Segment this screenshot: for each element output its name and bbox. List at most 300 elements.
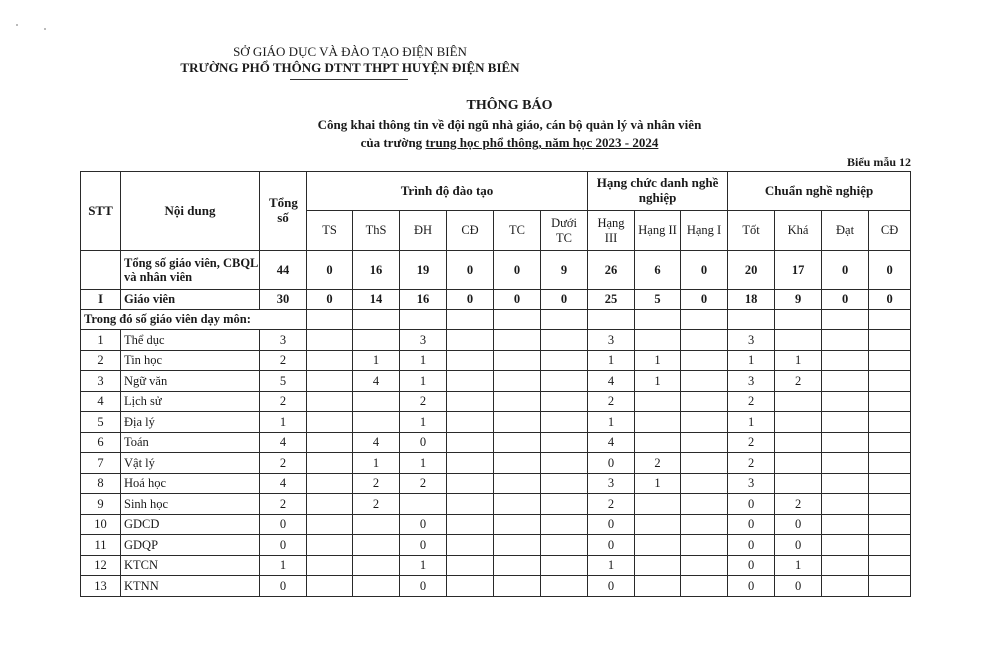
cell-value <box>353 330 400 351</box>
cell-value: 1 <box>635 473 681 494</box>
cell-stt: 9 <box>81 494 121 515</box>
cell-value: 9 <box>541 251 588 290</box>
cell-value <box>869 371 911 392</box>
cell-stt: 2 <box>81 350 121 371</box>
cell-stt: 7 <box>81 453 121 474</box>
cell-value: 0 <box>400 535 447 556</box>
cell-value: 2 <box>588 494 635 515</box>
cell-value <box>541 391 588 412</box>
cell-value: 6 <box>635 251 681 290</box>
subject-row <box>81 555 911 576</box>
cell-value: 9 <box>775 290 822 310</box>
cell-value <box>494 453 541 474</box>
cell-value <box>635 555 681 576</box>
cell-value <box>822 391 869 412</box>
cell-total: 2 <box>260 391 307 412</box>
cell-total: 44 <box>260 251 307 290</box>
cell-value <box>635 391 681 412</box>
scan-speck <box>16 24 18 26</box>
cell-value <box>681 576 728 597</box>
cell-value <box>541 514 588 535</box>
cell-value <box>447 371 494 392</box>
cell-empty <box>588 310 635 330</box>
cell-stt: 8 <box>81 473 121 494</box>
cell-value <box>822 371 869 392</box>
cell-value <box>822 514 869 535</box>
cell-value: 1 <box>588 412 635 433</box>
cell-value <box>775 391 822 412</box>
header-standard-3: CĐ <box>869 211 911 251</box>
cell-value: 16 <box>400 290 447 310</box>
cell-total: 2 <box>260 453 307 474</box>
cell-value: 2 <box>728 432 775 453</box>
cell-value <box>447 535 494 556</box>
subject-row <box>81 576 911 597</box>
cell-stt <box>81 251 121 290</box>
cell-value: 16 <box>353 251 400 290</box>
header-training-2: ĐH <box>400 211 447 251</box>
cell-total: 2 <box>260 494 307 515</box>
cell-value <box>822 330 869 351</box>
cell-value <box>494 330 541 351</box>
scan-speck <box>44 28 46 30</box>
cell-value <box>307 473 353 494</box>
cell-total: 1 <box>260 412 307 433</box>
cell-value: 0 <box>681 251 728 290</box>
cell-value <box>822 576 869 597</box>
cell-value <box>541 473 588 494</box>
cell-value <box>447 494 494 515</box>
cell-content: Thể dục <box>121 330 260 351</box>
cell-value: 4 <box>353 371 400 392</box>
cell-value: 1 <box>775 555 822 576</box>
cell-value <box>869 350 911 371</box>
header-standard-2: Đạt <box>822 211 869 251</box>
cell-value: 0 <box>822 251 869 290</box>
cell-stt: 12 <box>81 555 121 576</box>
header-training-3: CĐ <box>447 211 494 251</box>
cell-empty <box>822 310 869 330</box>
subject-row <box>81 350 911 371</box>
header-rank-1: Hạng II <box>635 211 681 251</box>
cell-value <box>775 330 822 351</box>
cell-total: 30 <box>260 290 307 310</box>
cell-content: Lịch sử <box>121 391 260 412</box>
cell-value: 0 <box>728 514 775 535</box>
cell-value <box>494 371 541 392</box>
staff-table <box>80 171 911 597</box>
subtitle-underlined: trung học phổ thông, năm học 2023 - 2024 <box>425 135 659 150</box>
cell-value <box>869 576 911 597</box>
cell-value: 2 <box>728 391 775 412</box>
cell-value <box>353 535 400 556</box>
cell-content: Giáo viên <box>121 290 260 310</box>
subject-row <box>81 473 911 494</box>
cell-value <box>775 473 822 494</box>
cell-value: 4 <box>353 432 400 453</box>
cell-value <box>447 412 494 433</box>
cell-value: 0 <box>588 453 635 474</box>
cell-value <box>775 432 822 453</box>
cell-value: 0 <box>588 535 635 556</box>
cell-value <box>447 350 494 371</box>
cell-value <box>681 350 728 371</box>
cell-stt: 1 <box>81 330 121 351</box>
cell-empty <box>400 310 447 330</box>
cell-value: 0 <box>494 290 541 310</box>
cell-total: 0 <box>260 535 307 556</box>
cell-value <box>869 412 911 433</box>
header-training-0: TS <box>307 211 353 251</box>
cell-value <box>307 555 353 576</box>
cell-value <box>822 494 869 515</box>
subject-row <box>81 391 911 412</box>
cell-value: 0 <box>307 290 353 310</box>
cell-value <box>307 494 353 515</box>
cell-value <box>869 453 911 474</box>
cell-value: 0 <box>869 251 911 290</box>
cell-stt: 11 <box>81 535 121 556</box>
cell-value <box>681 473 728 494</box>
cell-value <box>681 330 728 351</box>
cell-value: 3 <box>728 371 775 392</box>
cell-value: 2 <box>588 391 635 412</box>
cell-value <box>775 412 822 433</box>
cell-value <box>353 576 400 597</box>
cell-value <box>541 555 588 576</box>
cell-value <box>681 391 728 412</box>
cell-value <box>307 576 353 597</box>
cell-value <box>307 535 353 556</box>
cell-value <box>541 432 588 453</box>
cell-value <box>541 535 588 556</box>
cell-value: 0 <box>822 290 869 310</box>
cell-stt: 4 <box>81 391 121 412</box>
cell-value <box>447 453 494 474</box>
cell-empty <box>869 310 911 330</box>
cell-value: 3 <box>588 473 635 494</box>
cell-value: 1 <box>400 453 447 474</box>
table-body <box>81 251 911 597</box>
cell-value: 25 <box>588 290 635 310</box>
cell-value <box>494 514 541 535</box>
cell-value <box>635 514 681 535</box>
cell-value <box>307 350 353 371</box>
cell-value <box>307 371 353 392</box>
cell-value: 1 <box>635 371 681 392</box>
cell-value: 1 <box>588 555 635 576</box>
cell-value: 2 <box>353 473 400 494</box>
cell-value <box>635 494 681 515</box>
cell-stt: 5 <box>81 412 121 433</box>
cell-content: Toán <box>121 432 260 453</box>
cell-value: 0 <box>447 290 494 310</box>
subject-row <box>81 330 911 351</box>
cell-value: 0 <box>728 555 775 576</box>
cell-value: 0 <box>494 251 541 290</box>
header-total-label: Tổng số <box>269 195 298 225</box>
cell-content: GDQP <box>121 535 260 556</box>
cell-value <box>307 412 353 433</box>
header-training-5: Dưới TC <box>541 211 588 251</box>
notice-subtitle-line1: Công khai thông tin về đội ngũ nhà giáo, cán bộ quản lý và nhân viên <box>317 117 702 132</box>
cell-value: 5 <box>635 290 681 310</box>
cell-value <box>447 514 494 535</box>
cell-value <box>447 473 494 494</box>
cell-empty <box>447 310 494 330</box>
header-training-4: TC <box>494 211 541 251</box>
cell-value: 0 <box>869 290 911 310</box>
cell-value <box>541 330 588 351</box>
header-content: Nội dung <box>121 172 260 251</box>
cell-value: 0 <box>728 494 775 515</box>
cell-value: 2 <box>775 371 822 392</box>
summary-row-total <box>81 251 911 290</box>
cell-content: Địa lý <box>121 412 260 433</box>
cell-empty <box>353 310 400 330</box>
cell-value: 1 <box>353 350 400 371</box>
cell-value <box>447 330 494 351</box>
cell-value <box>494 535 541 556</box>
cell-value <box>353 555 400 576</box>
cell-value <box>822 473 869 494</box>
cell-value <box>681 555 728 576</box>
header-standard-group: Chuẩn nghề nghiệp <box>728 172 911 211</box>
cell-total: 0 <box>260 576 307 597</box>
subject-row <box>81 432 911 453</box>
form-label: Biểu mẫu 12 <box>846 155 911 169</box>
cell-value: 2 <box>353 494 400 515</box>
cell-value: 0 <box>728 535 775 556</box>
cell-total: 2 <box>260 350 307 371</box>
cell-value <box>307 330 353 351</box>
cell-value <box>869 514 911 535</box>
cell-value <box>681 494 728 515</box>
cell-empty <box>681 310 728 330</box>
header-total <box>260 172 307 251</box>
cell-value <box>307 432 353 453</box>
cell-value: 3 <box>588 330 635 351</box>
cell-value: 0 <box>588 576 635 597</box>
subject-row <box>81 453 911 474</box>
cell-value <box>869 535 911 556</box>
cell-value <box>635 330 681 351</box>
cell-stt: 10 <box>81 514 121 535</box>
cell-value <box>494 391 541 412</box>
header-standard-0: Tốt <box>728 211 775 251</box>
cell-value <box>353 412 400 433</box>
cell-value <box>869 330 911 351</box>
cell-value: 17 <box>775 251 822 290</box>
cell-value <box>681 514 728 535</box>
cell-value <box>447 432 494 453</box>
cell-stt: I <box>81 290 121 310</box>
cell-content: Ngữ văn <box>121 371 260 392</box>
cell-value: 2 <box>728 453 775 474</box>
cell-value: 2 <box>400 391 447 412</box>
cell-value: 0 <box>775 576 822 597</box>
cell-value: 3 <box>400 330 447 351</box>
cell-value: 1 <box>400 350 447 371</box>
subject-row <box>81 412 911 433</box>
cell-empty <box>494 310 541 330</box>
cell-empty <box>541 310 588 330</box>
cell-total: 5 <box>260 371 307 392</box>
cell-value <box>494 576 541 597</box>
header-stt: STT <box>81 172 121 251</box>
cell-value <box>494 350 541 371</box>
cell-value: 18 <box>728 290 775 310</box>
subheading-label: Trong đó số giáo viên dạy môn: <box>81 310 307 330</box>
cell-value: 0 <box>400 514 447 535</box>
cell-value: 0 <box>728 576 775 597</box>
subject-row <box>81 371 911 392</box>
cell-value <box>494 555 541 576</box>
cell-value <box>869 494 911 515</box>
cell-value: 0 <box>400 576 447 597</box>
cell-value <box>353 514 400 535</box>
cell-value: 2 <box>635 453 681 474</box>
cell-empty <box>775 310 822 330</box>
department-name: SỞ GIÁO DỤC VÀ ĐÀO TẠO ĐIỆN BIÊN <box>233 44 467 59</box>
cell-value <box>541 453 588 474</box>
cell-value <box>307 391 353 412</box>
cell-value <box>447 576 494 597</box>
cell-value: 1 <box>635 350 681 371</box>
cell-value <box>822 432 869 453</box>
cell-value <box>447 555 494 576</box>
cell-value: 1 <box>775 350 822 371</box>
cell-value <box>635 535 681 556</box>
cell-value: 0 <box>588 514 635 535</box>
cell-total: 0 <box>260 514 307 535</box>
cell-content: KTNN <box>121 576 260 597</box>
cell-value <box>447 391 494 412</box>
cell-value: 1 <box>400 371 447 392</box>
cell-value <box>822 412 869 433</box>
subject-row <box>81 535 911 556</box>
subject-row <box>81 494 911 515</box>
cell-value <box>869 391 911 412</box>
cell-total: 4 <box>260 432 307 453</box>
cell-value <box>869 473 911 494</box>
cell-value <box>353 391 400 412</box>
cell-content: Tổng số giáo viên, CBQL và nhân viên <box>121 251 260 290</box>
cell-value <box>541 494 588 515</box>
header-rank-group <box>588 172 728 211</box>
cell-value <box>681 535 728 556</box>
cell-value: 4 <box>588 432 635 453</box>
cell-empty <box>728 310 775 330</box>
cell-value: 14 <box>353 290 400 310</box>
cell-value <box>775 453 822 474</box>
cell-value: 2 <box>400 473 447 494</box>
cell-content: Hoá học <box>121 473 260 494</box>
cell-value: 0 <box>775 514 822 535</box>
cell-content: KTCN <box>121 555 260 576</box>
notice-title: THÔNG BÁO <box>466 98 553 113</box>
cell-value <box>307 453 353 474</box>
subheading-row <box>81 310 911 330</box>
cell-value: 3 <box>728 473 775 494</box>
cell-value <box>494 412 541 433</box>
subtitle-prefix: của trường <box>360 135 426 150</box>
cell-value: 1 <box>400 555 447 576</box>
cell-total: 1 <box>260 555 307 576</box>
cell-value <box>541 576 588 597</box>
cell-value: 19 <box>400 251 447 290</box>
header-standard-1: Khá <box>775 211 822 251</box>
cell-content: Tin học <box>121 350 260 371</box>
cell-empty <box>307 310 353 330</box>
cell-value <box>541 371 588 392</box>
cell-value <box>869 555 911 576</box>
notice-subtitle-line2 <box>15 135 989 151</box>
school-name: TRƯỜNG PHỔ THÔNG DTNT THPT HUYỆN ĐIỆN BIÊN <box>180 60 520 75</box>
cell-value: 0 <box>400 432 447 453</box>
cell-value <box>494 432 541 453</box>
cell-value <box>635 576 681 597</box>
cell-value <box>822 453 869 474</box>
cell-value <box>307 514 353 535</box>
header-rank-2: Hạng I <box>681 211 728 251</box>
cell-total: 4 <box>260 473 307 494</box>
header-training-1: ThS <box>353 211 400 251</box>
cell-value <box>541 350 588 371</box>
cell-value: 20 <box>728 251 775 290</box>
cell-total: 3 <box>260 330 307 351</box>
cell-value: 1 <box>353 453 400 474</box>
cell-value <box>681 412 728 433</box>
cell-stt: 13 <box>81 576 121 597</box>
header-rank-group-label: Hạng chức danh nghề nghiệp <box>596 175 719 205</box>
cell-content: Vật lý <box>121 453 260 474</box>
school-underline <box>290 79 408 80</box>
cell-value: 4 <box>588 371 635 392</box>
cell-value <box>822 535 869 556</box>
cell-content: Sinh học <box>121 494 260 515</box>
subject-row <box>81 514 911 535</box>
cell-value <box>681 371 728 392</box>
cell-value: 26 <box>588 251 635 290</box>
cell-value <box>494 473 541 494</box>
cell-value <box>494 494 541 515</box>
cell-empty <box>635 310 681 330</box>
cell-value: 0 <box>307 251 353 290</box>
cell-value <box>822 555 869 576</box>
summary-row-teachers <box>81 290 911 310</box>
cell-value: 2 <box>775 494 822 515</box>
cell-value <box>681 453 728 474</box>
cell-value: 3 <box>728 330 775 351</box>
cell-value <box>635 432 681 453</box>
cell-value: 0 <box>681 290 728 310</box>
cell-stt: 3 <box>81 371 121 392</box>
cell-value: 0 <box>447 251 494 290</box>
cell-value: 1 <box>728 350 775 371</box>
cell-value: 0 <box>775 535 822 556</box>
cell-value <box>869 432 911 453</box>
cell-value: 1 <box>400 412 447 433</box>
cell-value: 1 <box>588 350 635 371</box>
header-rank-0: Hạng III <box>588 211 635 251</box>
cell-value <box>635 412 681 433</box>
cell-value <box>681 432 728 453</box>
cell-stt: 6 <box>81 432 121 453</box>
cell-value <box>400 494 447 515</box>
cell-value <box>541 412 588 433</box>
cell-content: GDCD <box>121 514 260 535</box>
